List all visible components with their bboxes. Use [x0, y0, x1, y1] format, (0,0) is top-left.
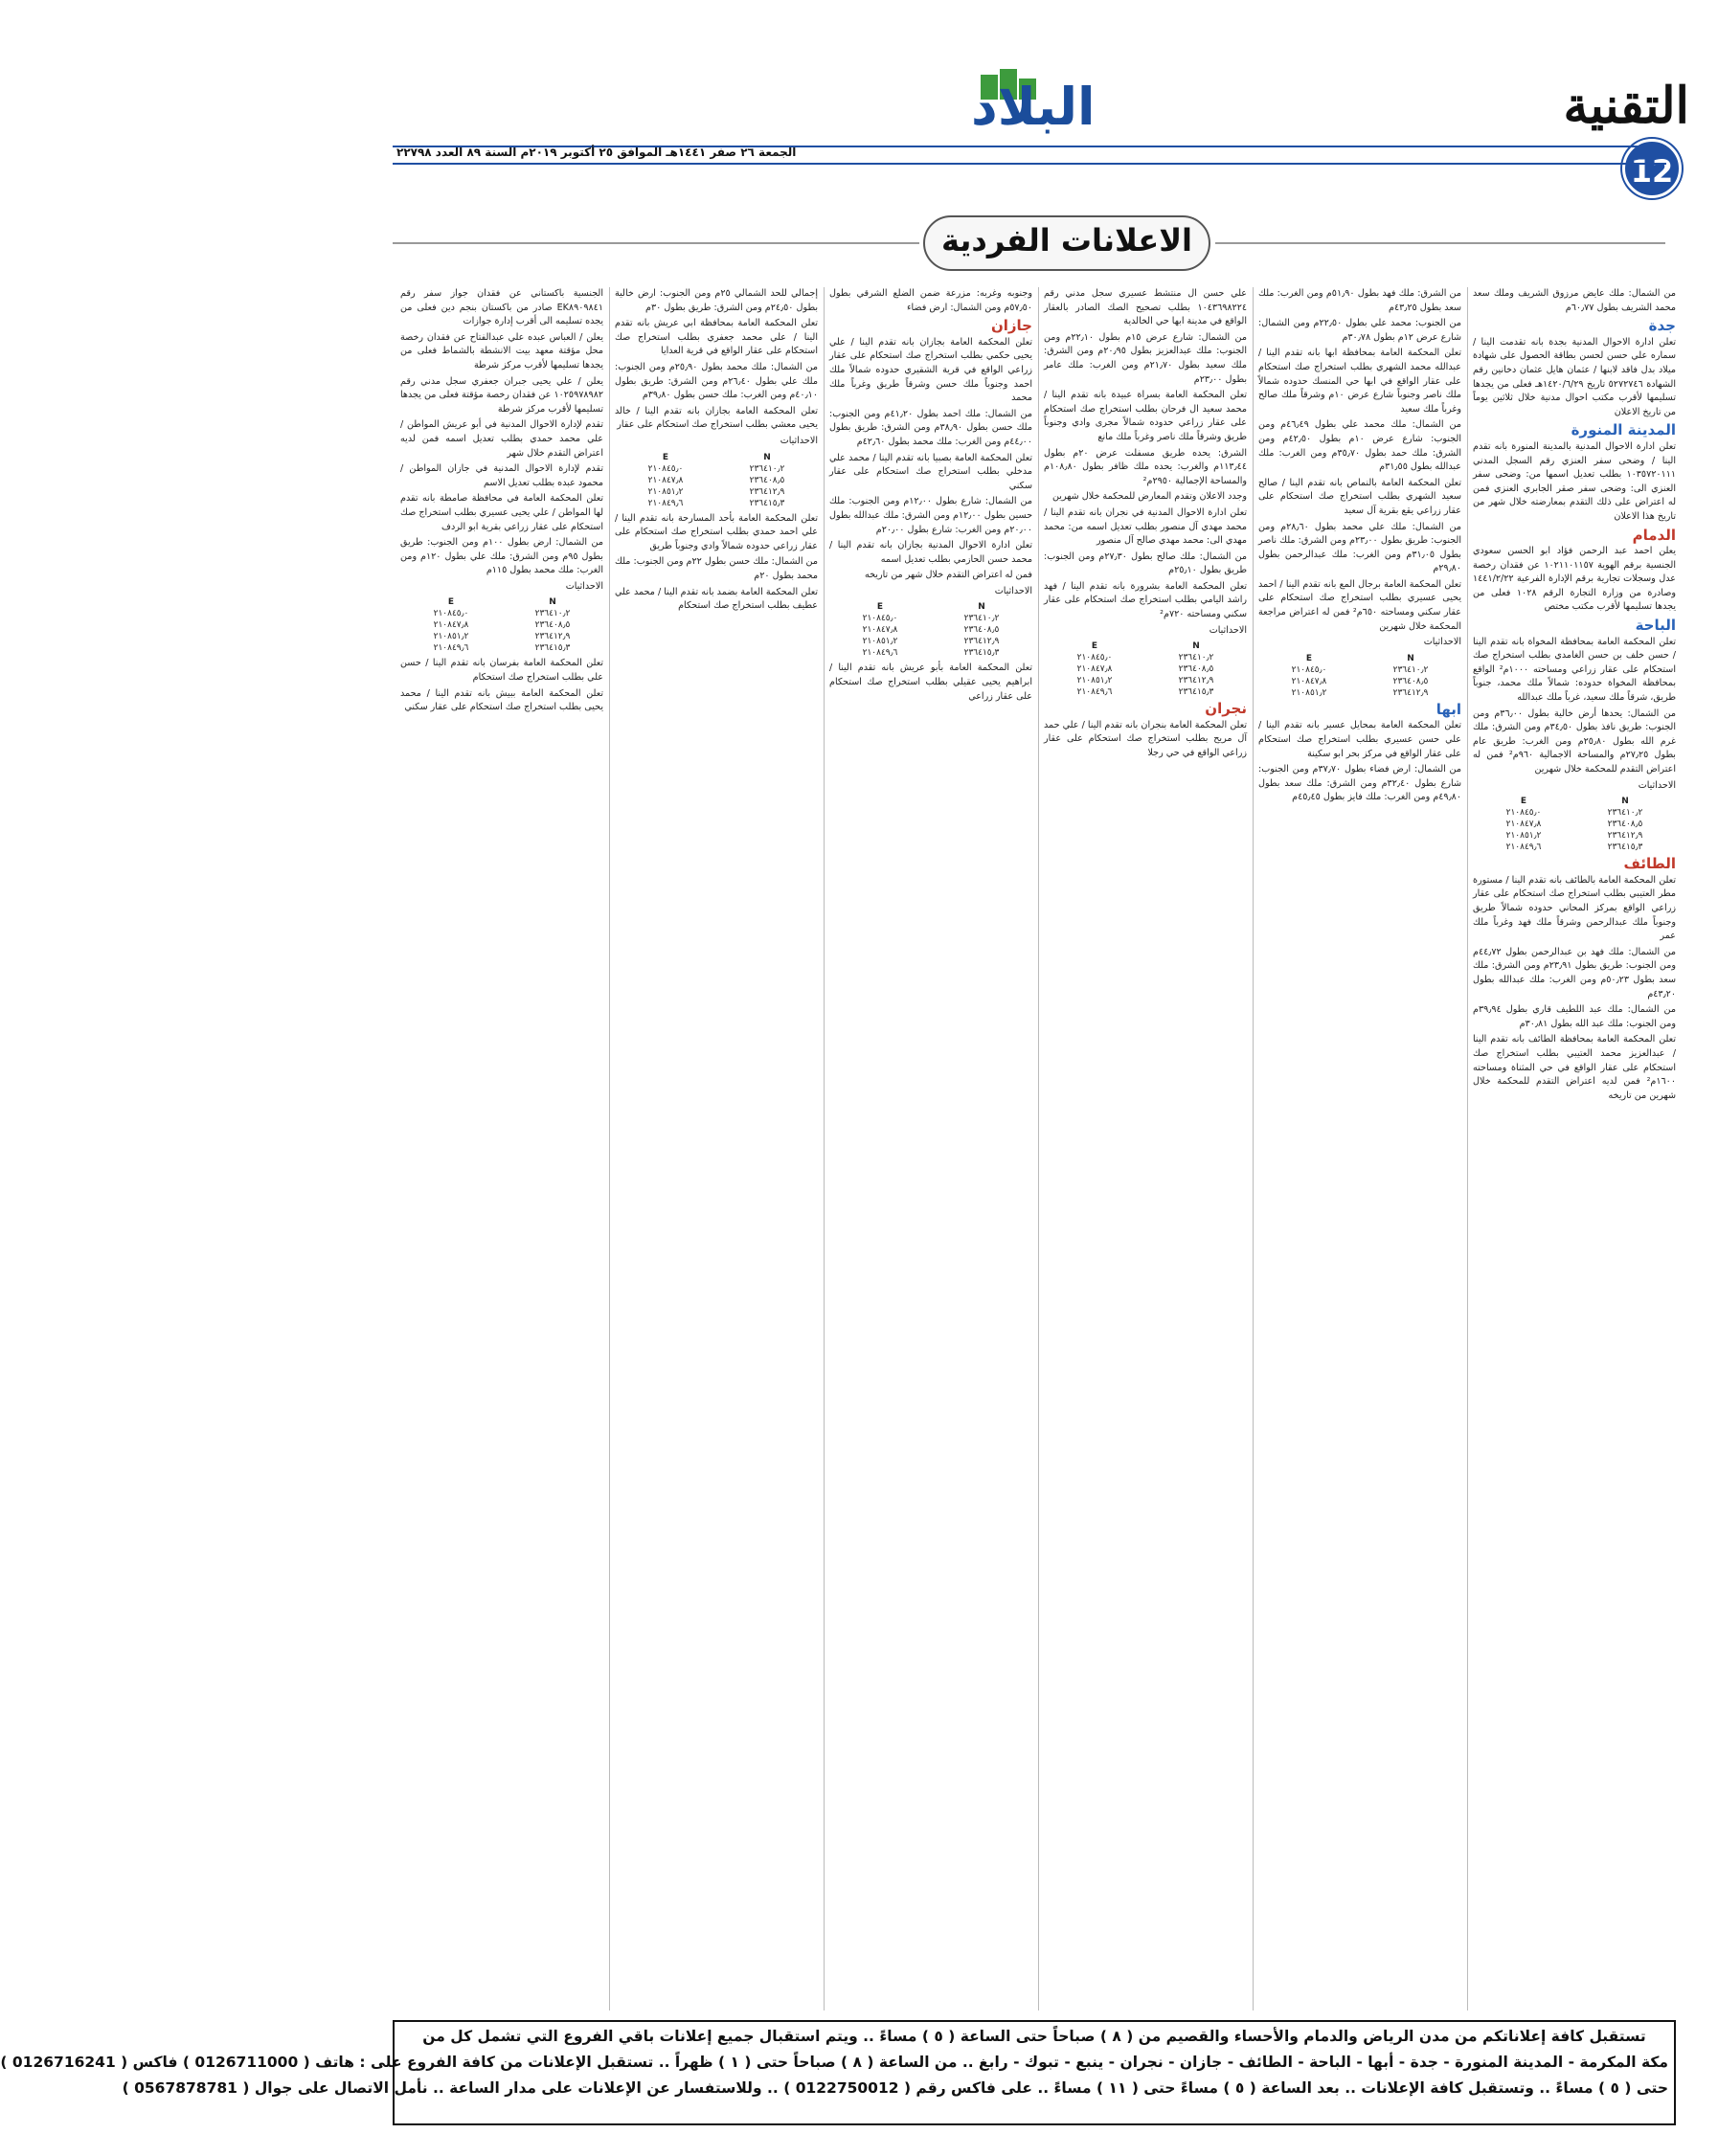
- ad-text: تعلن المحكمة العامة بشرورة بانه تقدم الينا / فهد راشد اليامي بطلب استخراج صك استحكام على عقار سكني ومساحته ٧٢٠م²: [1044, 580, 1247, 620]
- coord-header: E: [876, 602, 884, 613]
- ad-text: من الشمال: ملك عبد اللطيف قاري بطول ٣٩٫٩٤م ومن الجنوب: ملك عبد الله بطول ٣٠٫٨١م: [1473, 1004, 1676, 1029]
- ad-text: من الشمال: ارض فضاء بطول ٣٧٫٧٠م ومن الجنوب: شارع بطول ٣٢٫٤٠م ومن الشرق: ملك سعد بطول ٤٩٫٨٠م ومن الغرب: ملك فايز بطول ٤٥٫٤٥م: [1258, 764, 1462, 803]
- ad-text: يعلن / علي يحيى جبران جعفري سجل مدني رقم ١٠٢٥٩٧٨٩٨٢ عن فقدان رخصة مؤقتة فعلى من يجدها تسليمها لأقرب مركز شرطة: [400, 375, 603, 415]
- table-row: ٢١٠٨٥١٫٢ ٢٣٦٤١٢٫٩: [862, 637, 1000, 647]
- ad-text: من الشمال: ملك احمد بطول ٤١٫٢٠م ومن الجنوب: ملك حسن بطول ٣٨٫٩٠م ومن الشرق: طريق بطول ٤٤٫٠٠م ومن الغرب: ملك محمد بطول ٤٢٫٦٠م: [829, 408, 1032, 447]
- ad-text: تعلن المحكمة العامة بمحافظة المخواة بانه تقدم الينا / حسن خلف بن حسن الغامدي بطلب استخراج صك استحكام على عقار زراعي ومساحته ١٠٠٠م² الواقع بمحافظة المخواة حدوده: شمالاً ملك محمد، جنوباً طريق، شرقاً ملك سعيد، غرباً ملك عبدالله: [1473, 636, 1676, 704]
- coord-header: N: [763, 452, 771, 462]
- table-row: ٢١٠٨٤٧٫٨ ٢٣٦٤٠٨٫٥: [1291, 676, 1429, 686]
- coordinates-label: الاحداثيات: [1209, 624, 1247, 636]
- table-row: ٢١٠٨٥١٫٢ ٢٣٦٤١٢٫٩: [1291, 687, 1429, 698]
- table-row: ٢١٠٨٤٧٫٨ ٢٣٦٤٠٨٫٥: [1505, 820, 1643, 830]
- ad-text: تعلن المحكمة العامة بفرسان بانه تقدم الينا / حسن علي بطلب استخراج صك استحكام: [400, 658, 603, 684]
- newspaper-logo-text: البلاد: [971, 77, 1096, 137]
- section-title: التقنية: [1563, 77, 1689, 135]
- coord-header: E: [447, 597, 455, 608]
- coordinates-label: الاحداثيات: [1638, 779, 1676, 791]
- ad-text: تعلن ادارة الاحوال المدنية في نجران بانه تقدم الينا / محمد مهدي آل منصور بطلب تعديل اسمه من: محمد مهدي الى: محمد مهدي صالح آل منصور: [1044, 506, 1247, 547]
- ad-text: إجمالي للحد الشمالي ٢٥م ومن الجنوب: ارض خالية بطول ٢٤٫٥٠م ومن الشرق: طريق بطول ٣٠م: [615, 288, 819, 313]
- ad-text: من الشمال: ارض بطول ١٠٠م ومن الجنوب: طريق بطول ٩٥م ومن الشرق: ملك علي بطول ١٢٠م ومن الغرب: ملك محمد بطول ١١٥م: [400, 537, 603, 576]
- ad-text: تعلن المحكمة العامة بأبو عريش بانه تقدم الينا / ابراهيم يحيى عقيلي بطلب استخراج صك استحكام على عقار زراعي: [829, 663, 1032, 702]
- city-heading-najran: نجران: [1205, 700, 1247, 718]
- ad-text: الجنسية باكستاني عن فقدان جواز سفر رقم EK٨٩٠٩٨٤١ صادر من باكستان بنجم دين فعلى من يجده تسليمه الى أقرب إدارة جوازات: [400, 288, 603, 327]
- table-row: ٢١٠٨٤٧٫٨ ٢٣٦٤٠٨٫٥: [1076, 664, 1214, 675]
- ad-text: تعلن ادارة الاحوال المدنية بجدة بانه تقدمت الينا / سماره علي حسن لحسن بطاقة الحصول على شهادة ميلاد بدل فاقد لابنها / عثمان هايل عثمان دخانين رقم الشهادة ٥٢٧٢٧٤٦ تاريخ ١٤٢٠/٦/٢٩هـ فعلى من يجدها تسليمها لأقرب مكتب احوال مدنية خلال ثلاثين يوماً من تاريخ الاعلان: [1473, 336, 1676, 417]
- coord-header: E: [1091, 641, 1098, 652]
- coordinates-label: الاحداثيات: [780, 435, 818, 446]
- coordinates-table: [400, 596, 603, 654]
- table-row: ٢١٠٨٤٥٫٠ ٢٣٦٤١٠٫٢: [1505, 808, 1643, 819]
- ad-text: من الشمال: شارع بطول ١٢٫٠٠م ومن الجنوب: ملك حسين بطول ١٢٫٠٠م ومن الشرق: ملك عبدالله بطول ٢٠٫٠٠م ومن الغرب: شارع بطول ٢٠٫٠٠م: [829, 496, 1033, 535]
- ads-column-2: [1258, 287, 1461, 2010]
- ad-text: يعلن / العباس عبده علي عبدالفتاح عن فقدان رخصة محل مؤقتة معهد بيت الانشطة بالشماط فعلى من يجدها تسليمها لأقرب مركز شرطة: [400, 331, 603, 371]
- coord-header: N: [549, 597, 556, 608]
- ad-text: تعلن المحكمة العامة بجازان بانه تقدم الينا / علي يحيى حكمي بطلب استخراج صك استحكام على عقار زراعي الواقع في قرية الشقيري حدوده شمالاً ملك احمد وجنوباً ملك حسن وشرقاً طريق وغرباً ملك محمد: [829, 336, 1032, 404]
- header-rule-left: [393, 242, 919, 244]
- table-row: ٢١٠٨٤٧٫٨ ٢٣٦٤٠٨٫٥: [433, 620, 571, 631]
- coordinates-table: [1044, 640, 1247, 698]
- coord-header: N: [1407, 653, 1414, 663]
- ad-text: فمن له اعتراض التقدم خلال شهر من تاريخه: [864, 570, 1032, 581]
- coordinates-table: [1258, 653, 1461, 699]
- coord-header: E: [662, 452, 669, 462]
- coordinates-label: الاحداثيات: [994, 585, 1032, 596]
- coord-header: N: [1621, 797, 1629, 807]
- coord-header: E: [1305, 653, 1313, 663]
- table-row: ٢١٠٨٤٩٫٦ ٢٣٦٤١٥٫٣: [1076, 687, 1214, 698]
- table-row: ٢١٠٨٤٥٫٠ ٢٣٦٤١٠٫٢: [647, 463, 785, 474]
- coord-header: E: [1520, 797, 1527, 807]
- ad-text: تعلن ادارة الاحوال المدنية بجازان بانه تقدم الينا / محمد حسن الحازمي بطلب تعديل اسمه: [829, 540, 1032, 565]
- ad-text: تقدم لإدارة الاحوال المدنية في جازان المواطن / محمود عبده بطلب تعديل الاسم: [400, 463, 603, 488]
- table-row: ٢١٠٨٤٧٫٨ ٢٣٦٤٠٨٫٥: [862, 625, 1000, 636]
- table-row: ٢١٠٨٤٧٫٨ ٢٣٦٤٠٨٫٥: [647, 475, 785, 485]
- table-row: ٢١٠٨٥١٫٢ ٢٣٦٤١٢٫٩: [647, 486, 785, 497]
- ads-column-4: [829, 287, 1032, 2010]
- ad-text: تعلن المحكمة العامة ببيش بانه تقدم الينا / محمد يحيى بطلب استخراج صك استحكام على عقار سكني: [400, 687, 603, 713]
- ad-text: من الشمال: ملك محمد علي بطول ٤٦٫٤٩م ومن الجنوب: شارع عرض ١٠م بطول ٤٢٫٥٠م ومن الشرق: ملك حمد بطول ٣٥٫٧٠م ومن الغرب: ملك عبدالله بطول ٣١٫٥٥م: [1258, 419, 1461, 473]
- city-heading-abha: ابها: [1435, 700, 1461, 718]
- ad-text: من الشمال: ملك محمد بطول ٢٥٫٩٠م ومن الجنوب: ملك علي بطول ٢٦٫٤٠م ومن الشرق: طريق بطول ٤٠٫١٠م ومن الغرب: ملك حسن بطول ٣٩٫٨٠م: [615, 361, 818, 401]
- ad-text: علي حسن ال منتشط عسيري سجل مدني رقم ١٠٤٣٦٩٨٢٢٤ بطلب تصحيح الصك الصادر بالعقار الواقع في مدينة ابها حي الخالدية: [1044, 288, 1247, 327]
- table-row: ٢١٠٨٤٩٫٦ ٢٣٦٤١٥٫٣: [433, 643, 571, 654]
- ad-text: من الشمال: ملك عايض مرزوق الشريف وملك سعد محمد الشريف بطول ٦٠٫٧٧م: [1473, 288, 1676, 313]
- coordinates-table: [615, 452, 818, 509]
- ad-text: تعلن المحكمة العامة بضمد بانه تقدم الينا / محمد علي عطيف بطلب استخراج صك استحكام: [615, 586, 818, 612]
- ad-text: من الشرق: ملك فهد بطول ٥١٫٩٠م ومن الغرب: ملك سعد بطول ٤٣٫٢٥م: [1258, 288, 1462, 313]
- ads-column-5: [615, 287, 818, 2010]
- city-heading-dammam: الدمام: [1632, 526, 1676, 544]
- ad-text: تعلن المحكمة العامة بسراة عبيدة بانه تقدم الينا / محمد سعيد ال فرحان بطلب استخراج صك استحكام على عقار زراعي حدوده شمالاً مجرى وادي وجنوباً طريق وشرقاً ملك ناصر وغرباً ملك مانع: [1044, 390, 1247, 442]
- coordinates-label: الاحداثيات: [1423, 637, 1461, 648]
- coordinates-label: الاحداثيات: [565, 580, 603, 592]
- table-row: ٢١٠٨٤٥٫٠ ٢٣٦٤١٠٫٢: [1291, 664, 1429, 675]
- ad-text: تقدم لإدارة الاحوال المدنية في أبو عريش المواطن / علي محمد حمدي بطلب تعديل اسمه فمن لديه اعتراض التقدم خلال شهر: [400, 419, 603, 459]
- ad-text: تعلن المحكمة العامة بجازان بانه تقدم الينا / خالد يحيى معشي بطلب استخراج صك استحكام على عقار: [615, 405, 818, 431]
- table-row: ٢١٠٨٤٥٫٠ ٢٣٦٤١٠٫٢: [1076, 653, 1214, 663]
- issue-date: الجمعة ٢٦ صفر ١٤٤١هـ الموافق ٢٥ أكتوبر ٢٠١٩م السنة ٨٩ العدد ٢٢٧٩٨: [396, 146, 797, 159]
- page-number-badge: 12: [1622, 139, 1682, 198]
- coordinates-table: [1473, 796, 1676, 853]
- ad-text: وجدد الاعلان وتقدم المعارض للمحكمة خلال شهرين: [1051, 491, 1247, 503]
- ad-text: وجنوبه وغربه: مزرعة ضمن الضلع الشرقي بطول ٥٧٫٥٠م ومن الشمال: ارض فضاء: [829, 288, 1032, 313]
- ad-text: تعلن المحكمة العامة بمحافظة ابي عريش بانه تقدم الينا / علي محمد جعفري بطلب استخراج صك استحكام على عقار الواقع في قرية العدايا: [615, 318, 818, 357]
- coord-header: N: [978, 602, 985, 613]
- ad-text: من الشمال: ملك علي محمد بطول ٢٨٫٦٠م ومن الجنوب: طريق بطول ٢٣٫٠٠م ومن الشرق: ملك ناصر بطول ٣١٫٠٥م ومن الغرب: ملك عبدالرحمن بطول ٢٩٫٨٠م: [1258, 521, 1461, 574]
- table-row: ٢١٠٨٥١٫٢ ٢٣٦٤١٢٫٩: [1505, 831, 1643, 842]
- ad-text: يعلن احمد عبد الرحمن فؤاد ابو الحسن سعودي الجنسية برقم الهوية ١٠٢١١٠١١٥٧ عن فقدان رخصة عدل وسجلات تجارية برقم الإدارة الفرعية ١٤٤١/٢/٢٢ وصادرة من وزارة التجارة الرقم ١٠٢٨ فعلى من يجدها تسليمها لأقرب مكتب مختص: [1473, 546, 1676, 613]
- coordinates-table: [829, 601, 1032, 659]
- ads-column-1: [1473, 287, 1676, 2010]
- city-heading-madinah: المدينة المنورة: [1571, 421, 1676, 439]
- ad-text: تعلن المحكمة العامة بالطائف بانه تقدم الينا / مستورة مطر العتيبي بطلب استخراج صك استحكام على عقار زراعي الواقع بمركز المحاني حدوده شمالاً طريق وجنوباً ملك عبدالرحمن وشرقاً ملك فهد وغرباً ملك عمر: [1473, 874, 1676, 942]
- ads-column-3: [1044, 287, 1247, 2010]
- table-row: ٢١٠٨٤٩٫٦ ٢٣٦٤١٥٫٣: [647, 498, 785, 508]
- footer-line: تستقبل كافة إعلاناتكم من مدن الرياض والدمام والأحساء والقصيم من ( ٨ ) صباحاً حتى الساعة ( ٥ ) مساءً .. ويتم استقبال جميع إعلانات باقي الفروع التي تشمل كل من: [422, 2028, 1646, 2045]
- city-heading-jeddah: جدة: [1648, 317, 1676, 335]
- city-heading-baha: الباحة: [1635, 617, 1676, 635]
- ad-text: تعلن المحكمة العامة بنجران بانه تقدم الينا / علي حمد آل مريح بطلب استخراج صك استحكام على عقار زراعي الواقع في حي رجلا: [1044, 719, 1247, 759]
- coord-header: N: [1192, 641, 1200, 652]
- ads-column-6: [400, 287, 603, 2010]
- ad-text: من الجنوب: محمد علي بطول ٢٢٫٥٠م ومن الشمال: شارع عرض ١٢م بطول ٣٠٫٧٨م: [1258, 318, 1461, 343]
- ad-text: تعلن المحكمة العامة برجال المع بانه تقدم الينا / احمد يحيى عسيري بطلب استخراج صك استحكام على عقار سكني ومساحته ٦٥٠م² فمن له اعتراض مراجعة المحكمة خلال شهرين: [1258, 578, 1462, 632]
- table-row: ٢١٠٨٥١٫٢ ٢٣٦٤١٢٫٩: [433, 632, 571, 642]
- ad-text: تعلن المحكمة العامة بمحافظة الطائف بانه تقدم الينا / عبدالعزيز محمد العتيبي بطلب استخراج صك استحكام على عقار الواقع في حي المثناة ومساحته ١٦٠٠م² فمن لديه اعتراض التقدم للمحكمة خلال شهرين من تاريخه: [1473, 1034, 1676, 1101]
- table-row: ٢١٠٨٤٩٫٦ ٢٣٦٤١٥٫٣: [862, 648, 1000, 659]
- ad-text: تعلن المحكمة العامة في محافظة صامطة بانه تقدم لها المواطن / علي يحيى عسيري بطلب استخراج صك استحكام على عقار زراعي بقرية ابو الردف: [400, 493, 603, 532]
- city-heading-taif: الطائف: [1623, 855, 1676, 873]
- table-row: ٢١٠٨٤٥٫٠ ٢٣٦٤١٠٫٢: [433, 609, 571, 619]
- ad-text: من الشمال: شارع عرض ١٥م بطول ٢٢٫١٠م ومن الجنوب: ملك عبدالعزيز بطول ٢٠٫٩٥م ومن الشرق: ملك سعيد بطول ٢١٫٧٠م ومن الغرب: ملك عامر بطول ٢٣٫٠٠م: [1044, 331, 1248, 385]
- ad-text: تعلن المحكمة العامة بمحايل عسير بانه تقدم الينا / علي حسن عسيري بطلب استخراج صك استحكام على عقار الواقع في مركز بحر ابو سكينة: [1258, 720, 1461, 759]
- ad-text: من الشمال: ملك حسن بطول ٢٢م ومن الجنوب: ملك محمد بطول ٢٠م: [615, 556, 818, 581]
- masthead: [358, 0, 1718, 190]
- ad-text: من الشمال: يحدها أرض خالية بطول ٣٦٫٠٠م ومن الجنوب: طريق نافذ بطول ٣٤٫٥٠م ومن الشرق: ملك غرم الله بطول ٢٥٫٨٠م ومن الغرب: طريق عام بطول ٢٧٫٢٥م والمساحة الاجمالية ٩٦٠م² فمن له اعتراض التقدم للمحكمة خلال شهرين: [1473, 707, 1676, 775]
- ad-text: تعلن المحكمة العامة بالنماص بانه تقدم الينا / صالح سعيد الشهري بطلب استخراج صك استحكام على عقار زراعي يقع بقرية آل سعيد: [1258, 477, 1461, 516]
- ad-text: من الشمال: ملك صالح بطول ٢٧٫٣٠م ومن الجنوب: طريق بطول ٢٥٫١٠م: [1044, 550, 1248, 576]
- header-rule-right: [1215, 242, 1665, 244]
- ad-text: الشرق: يحده طريق مسفلت عرض ٢٠م بطول ١١٣٫٤٤م والغرب: يحده ملك ظافر بطول ١٠٨٫٨٠م والمساحة الإجمالية ٢٩٥٠م²: [1044, 447, 1247, 486]
- footer-line: مكة المكرمة - المدينة المنورة - جدة - أبها - الباحة - الطائف - جازان - نجران - ينبع - تبوك - رابغ .. من الساعة ( ٨ ) صباحاً حتى ( ١ ) ظهراً .. تستقبل الإعلانات من كافة الفروع على : هاتف ( 0126711000 ) فاكس ( 0126716241 ): [0, 2054, 1668, 2071]
- ads-section-title: الاعلانات الفردية: [940, 222, 1193, 258]
- table-row: ٢١٠٨٤٩٫٦ ٢٣٦٤١٥٫٣: [1505, 842, 1643, 853]
- ad-text: تعلن المحكمة العامة بصبيا بانه تقدم الينا / محمد علي مدخلي بطلب استخراج صك استحكام على عقار سكني: [829, 452, 1032, 491]
- ads-columns: [393, 287, 1676, 2010]
- city-heading-jazan: جازان: [990, 317, 1032, 335]
- ad-text: تعلن ادارة الاحوال المدنية بالمدينة المنورة بانه تقدم الينا / وضحى سفر العنزي رقم السجل المدني ١٠٣٥٧٢٠١١١ بطلب تعديل اسمها من: وضحى سفر العنزي الى: وضحى سفر صقر الجابري العنزي فمن له اعتراض على ذلك التقدم بمعارضته خلال شهر من تاريخ هذا الاعلان: [1473, 440, 1676, 522]
- ad-text: من الشمال: ملك فهد بن عبدالرحمن بطول ٤٤٫٧٢م ومن الجنوب: طريق بطول ٢٣٫٩١م ومن الشرق: ملك سعد بطول ٥٠٫٢٣م ومن الغرب: ملك عبدالله بطول ٤٣٫٢٠م: [1473, 946, 1676, 999]
- ad-text: تعلن المحكمة العامة بأحد المسارحة بانه تقدم الينا / علي احمد حمدي بطلب استخراج صك استحكام على عقار زراعي حدوده شمالاً وادي وجنوباً طريق: [615, 512, 818, 551]
- table-row: ٢١٠٨٥١٫٢ ٢٣٦٤١٢٫٩: [1076, 676, 1214, 686]
- table-row: ٢١٠٨٤٥٫٠ ٢٣٦٤١٠٫٢: [862, 614, 1000, 624]
- ad-text: تعلن المحكمة العامة بمحافظة ابها بانه تقدم الينا / عبدالله محمد الشهري بطلب استخراج صك استحكام على عقار الواقع في ابها حي المنسك حدوده شمالاً ملك ناصر وجنوباً شارع عرض ١٠م وشرقاً ملك صالح وغرباً ملك سعيد: [1258, 348, 1462, 415]
- footer-line: حتى ( ٥ ) مساءً .. وتستقبل كافة الإعلانات .. بعد الساعة ( ٥ ) مساءً حتى ( ١١ ) مساءً .. على فاكس رقم ( 0122750012 ) .. وللاستفسار عن الإعلانات على مدار الساعة .. نأمل الاتصال على جوال ( 0567878781 ): [122, 2079, 1668, 2097]
